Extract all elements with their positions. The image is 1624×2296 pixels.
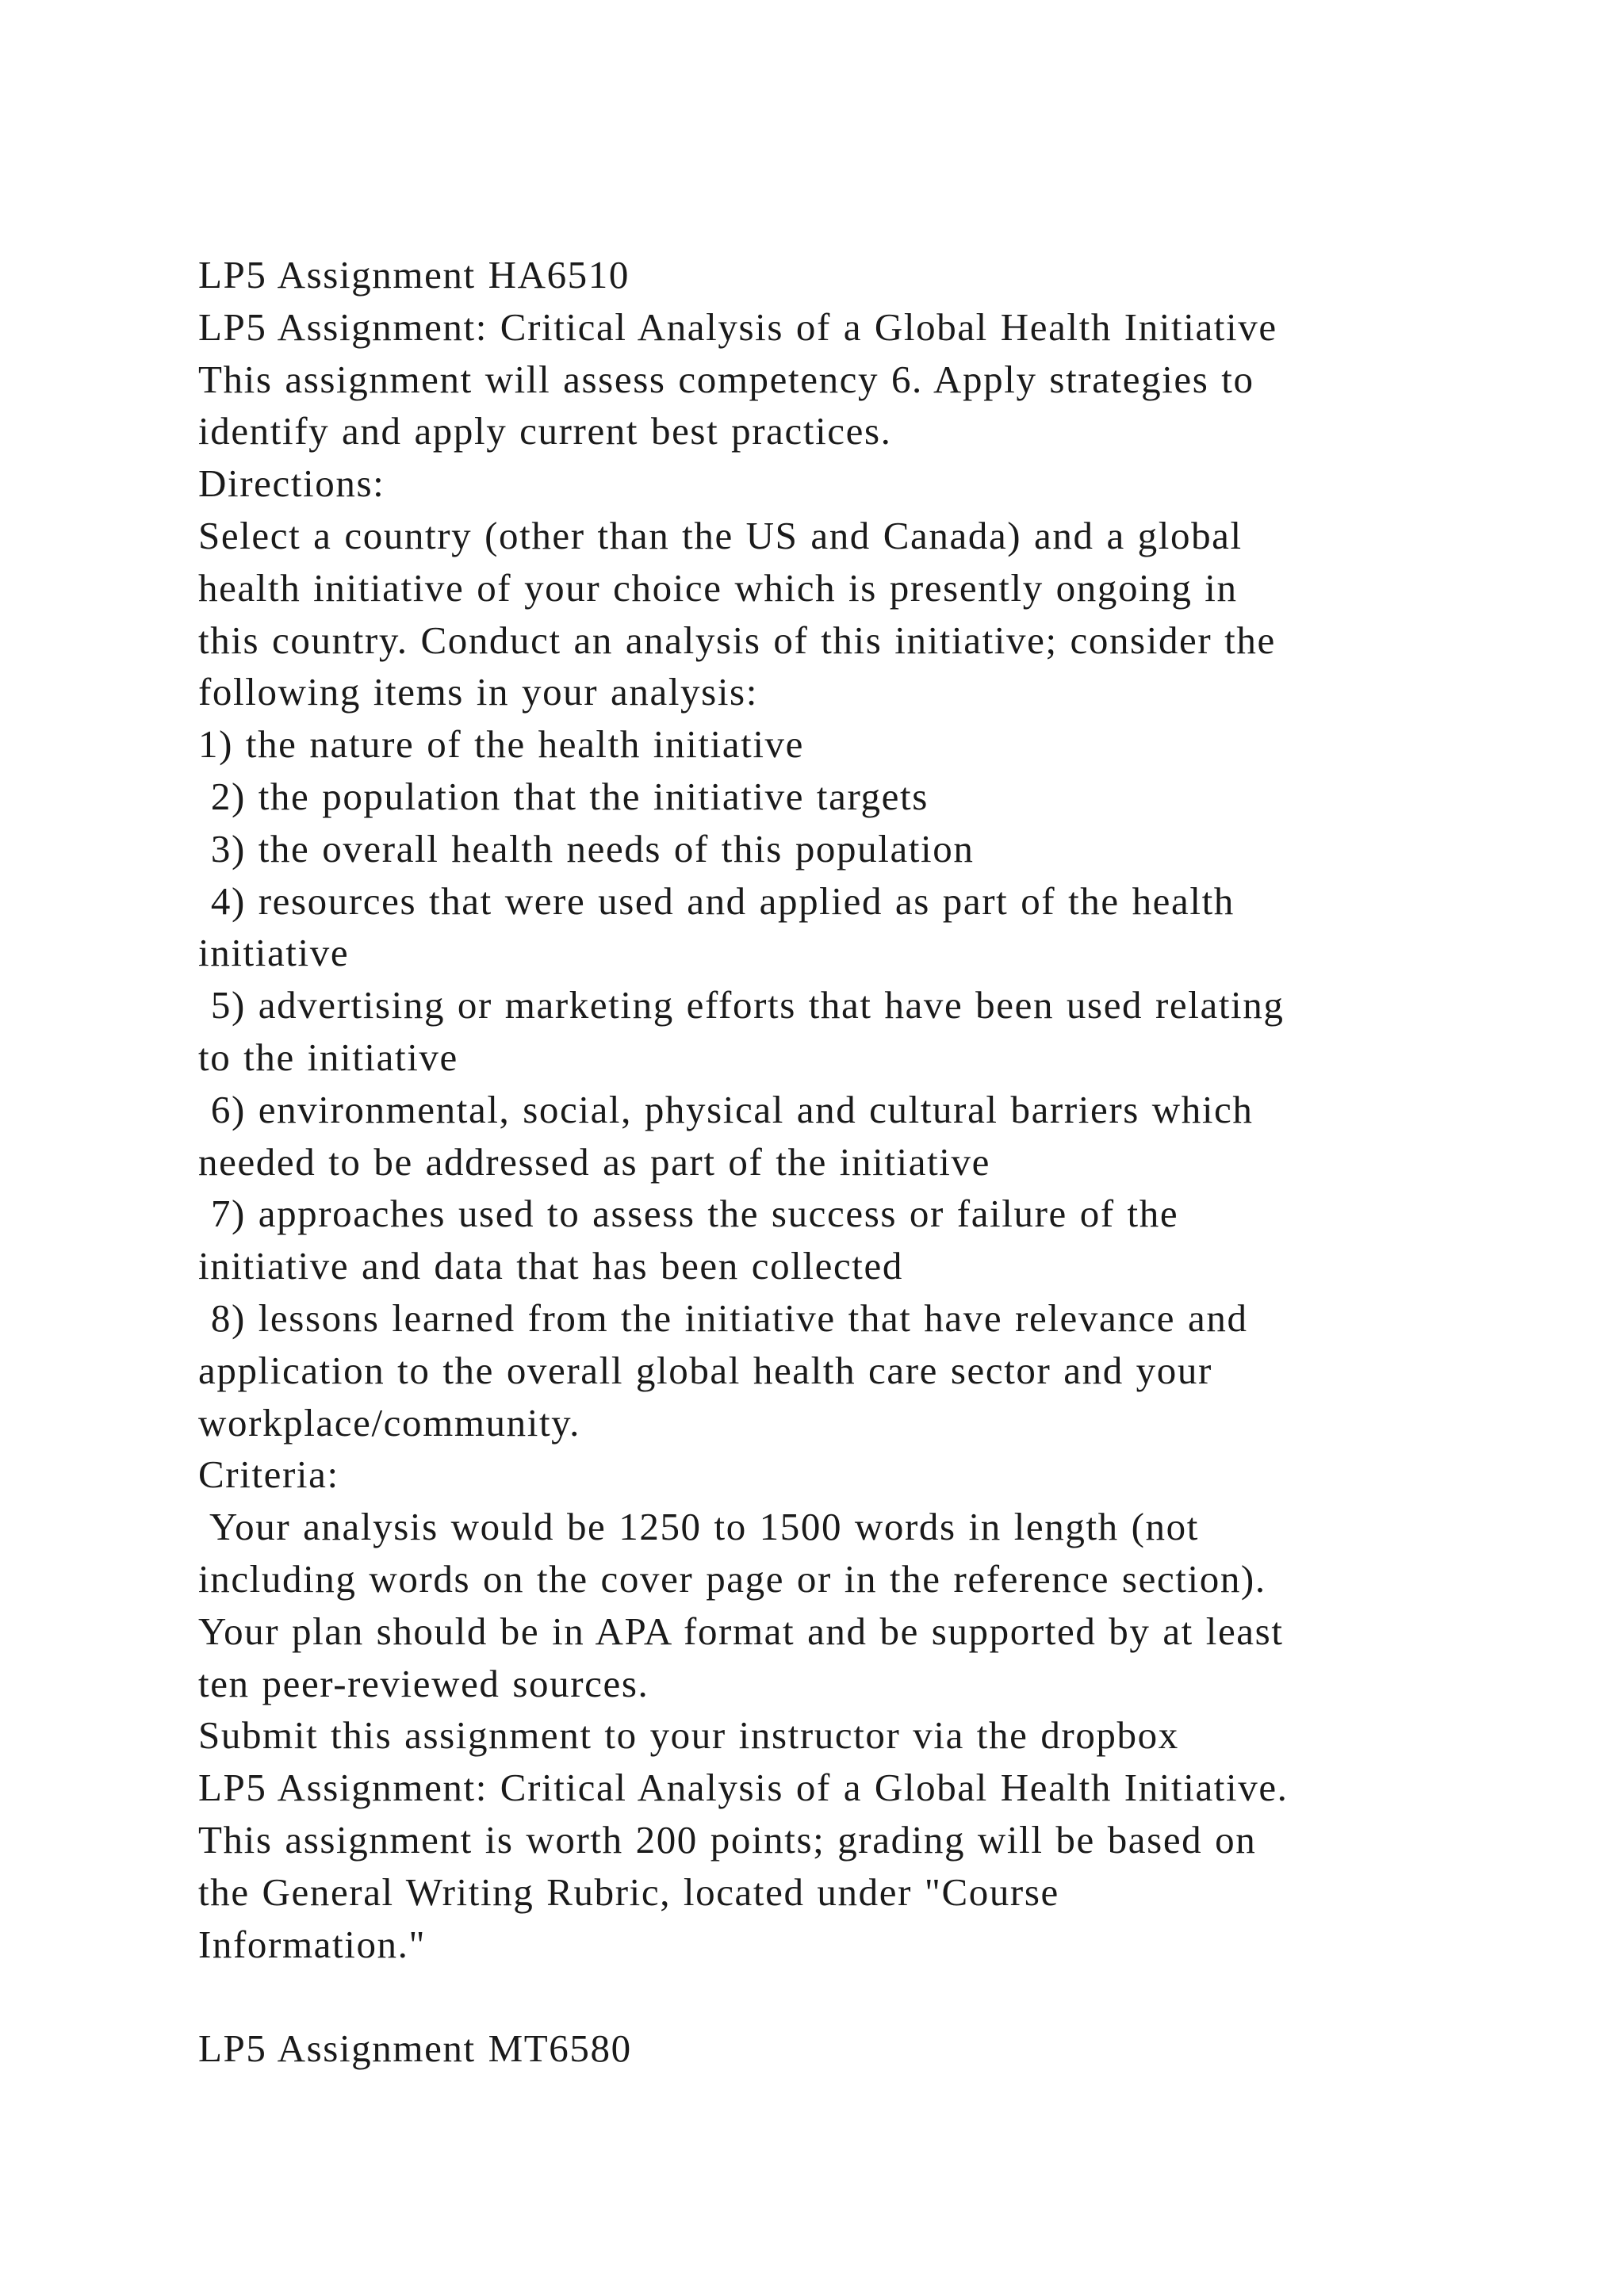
document-body [198, 249, 1467, 2075]
text-line: LP5 Assignment: Critical Analysis of a Global Health Initiative. [198, 1766, 1289, 1810]
text-line: Select a country (other than the US and Canada) and a global [198, 513, 1243, 557]
text-line: following items in your analysis: [198, 670, 758, 714]
list-item-continuation: application to the overall global health care sector and your [198, 1348, 1212, 1392]
text-line: identify and apply current best practices. [198, 409, 892, 453]
list-item-continuation: workplace/community. [198, 1400, 580, 1445]
text-line: Information." [198, 1922, 427, 1966]
list-item: 2) the population that the initiative targets [198, 774, 929, 818]
blank-line [198, 1970, 1467, 2022]
document-title: LP5 Assignment HA6510 [198, 253, 630, 297]
list-item: 3) the overall health needs of this population [198, 826, 975, 871]
text-line: the General Writing Rubric, located under "Course [198, 1869, 1059, 1914]
list-item: 7) approaches used to assess the success or failure of the [198, 1192, 1179, 1236]
text-line: Your analysis would be 1250 to 1500 words in length (not [198, 1505, 1199, 1549]
list-item: 1) the nature of the health initiative [198, 722, 804, 767]
list-item-continuation: needed to be addressed as part of the initiative [198, 1139, 990, 1184]
list-item: 6) environmental, social, physical and cultural barriers which [198, 1087, 1254, 1131]
next-document-title: LP5 Assignment MT6580 [198, 2026, 632, 2071]
text-line: Your plan should be in APA format and be supported by at least [198, 1609, 1284, 1653]
text-line: including words on the cover page or in the reference section). [198, 1556, 1266, 1601]
assignment-heading: LP5 Assignment: Critical Analysis of a Global Health Initiative [198, 304, 1277, 349]
text-line: ten peer-reviewed sources. [198, 1661, 649, 1705]
text-line: This assignment is worth 200 points; grading will be based on [198, 1817, 1257, 1862]
criteria-heading: Criteria: [198, 1452, 339, 1497]
list-item-continuation: initiative and data that has been collected [198, 1244, 903, 1288]
list-item-continuation: initiative [198, 931, 350, 975]
text-line: health initiative of your choice which is presently ongoing in [198, 565, 1238, 610]
list-item-continuation: to the initiative [198, 1035, 458, 1079]
text-line: Submit this assignment to your instructor via the dropbox [198, 1713, 1179, 1758]
directions-heading: Directions: [198, 461, 385, 506]
list-item: 5) advertising or marketing efforts that have been used relating [198, 983, 1285, 1027]
text-line: this country. Conduct an analysis of this initiative; consider the [198, 618, 1276, 662]
list-item: 8) lessons learned from the initiative that have relevance and [198, 1295, 1248, 1340]
text-line: This assignment will assess competency 6. Apply strategies to [198, 357, 1254, 401]
list-item: 4) resources that were used and applied as part of the health [198, 878, 1235, 923]
